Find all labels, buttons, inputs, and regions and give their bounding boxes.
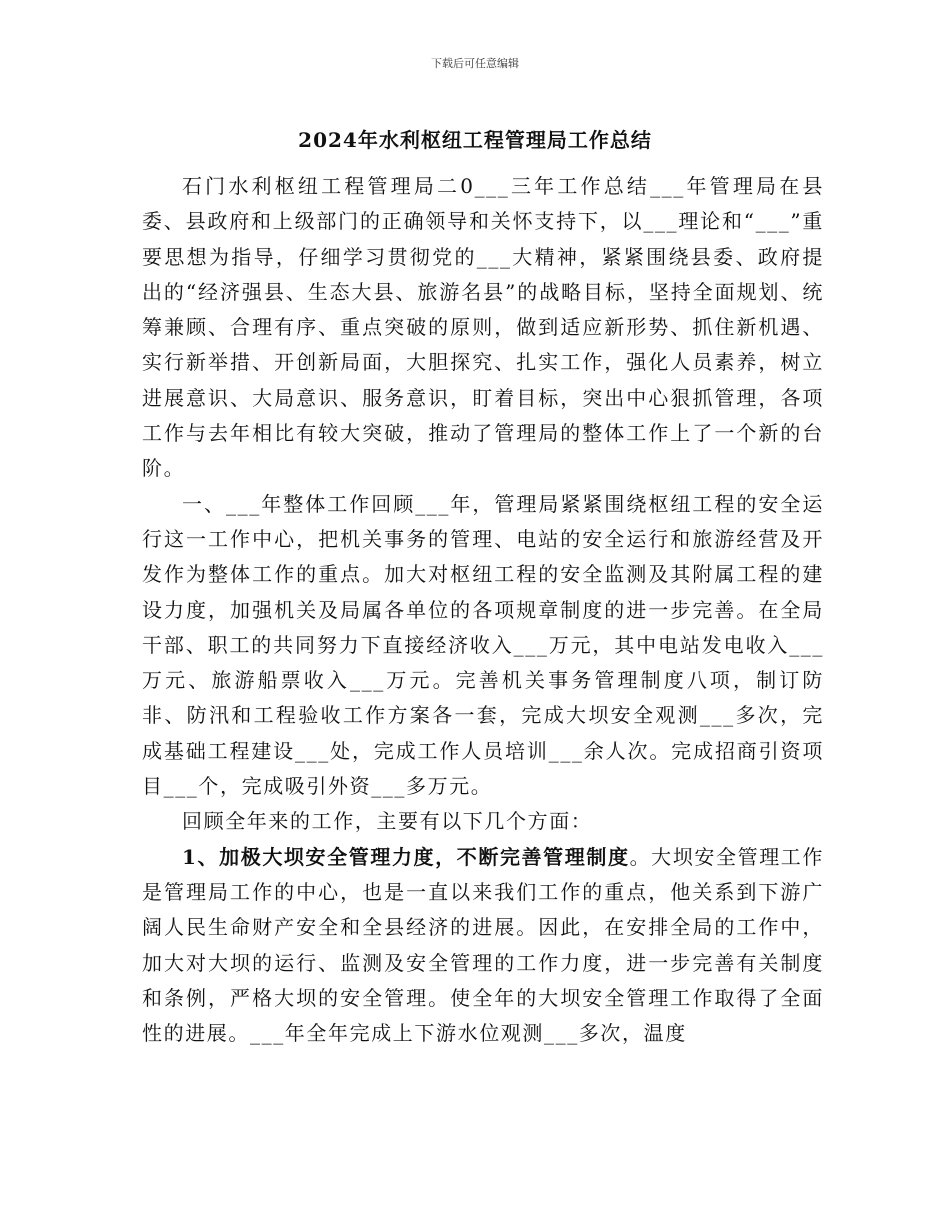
paragraph-aspects: 回顾全年来的工作，主要有以下几个方面： bbox=[182, 809, 593, 834]
paragraph-intro: 石门水利枢纽工程管理局二0___三年工作总结___年管理局在县委、县政府和上级部门的正确领导和关怀支持下，以___理论和“___”重要思想为指导，仔细学习贯彻党的___大精神，紧紧围绕县委、政府提出的“经济强县、生态大县、旅游名县”的战略目标，坚持全面规划、统筹兼顾、合理有序、重点突破的原则，做到适应新形势、抓住新机遇、实行新举措、开创新局面，大胆探究、扎实工作，强化人员素养，树立进展意识、大局意识、服务意识，盯着目标，突出中心狠抓管理，各项工作与去年相比有较大突破，推动了管理局的整体工作上了一个新的台阶。 bbox=[142, 174, 824, 481]
document-body bbox=[142, 169, 824, 1051]
header-note: 下载后可任意编辑 bbox=[431, 57, 519, 70]
section-1-heading: 1、加极大坝安全管理力度，不断完善管理制度 bbox=[182, 844, 630, 869]
paragraph-review: 一、___年整体工作回顾___年，管理局紧紧围绕枢纽工程的安全运行这一工作中心，把机关事务的管理、电站的安全运行和旅游经营及开发作为整体工作的重点。加大对枢纽工程的安全监测及其附属工程的建设力度，加强机关及局属各单位的各项规章制度的进一步完善。在全局干部、职工的共同努力下直接经济收入___万元，其中电站发电收入___万元、旅游船票收入___万元。完善机关事务管理制度八项，制订防非、防汛和工程验收工作方案各一套，完成大坝安全观测___多次，完成基础工程建设___处，完成工作人员培训___余人次。完成招商引资项目___个，完成吸引外资___多万元。 bbox=[142, 491, 824, 799]
section-1-text: 。大坝安全管理工作是管理局工作的中心，也是一直以来我们工作的重点，他关系到下游广阔人民生命财产安全和全县经济的进展。因此，在安排全局的工作中，加大对大坝的运行、监测及安全管理的工作力度，进一步完善有关制度和条例，严格大坝的安全管理。使全年的大坝安全管理工作取得了全面性的进展。___年全年完成上下游水位观测___多次，温度 bbox=[142, 844, 824, 1046]
document-title: 2024年水利枢纽工程管理局工作总结 bbox=[298, 128, 652, 152]
paragraph-section-1 bbox=[142, 840, 824, 1052]
